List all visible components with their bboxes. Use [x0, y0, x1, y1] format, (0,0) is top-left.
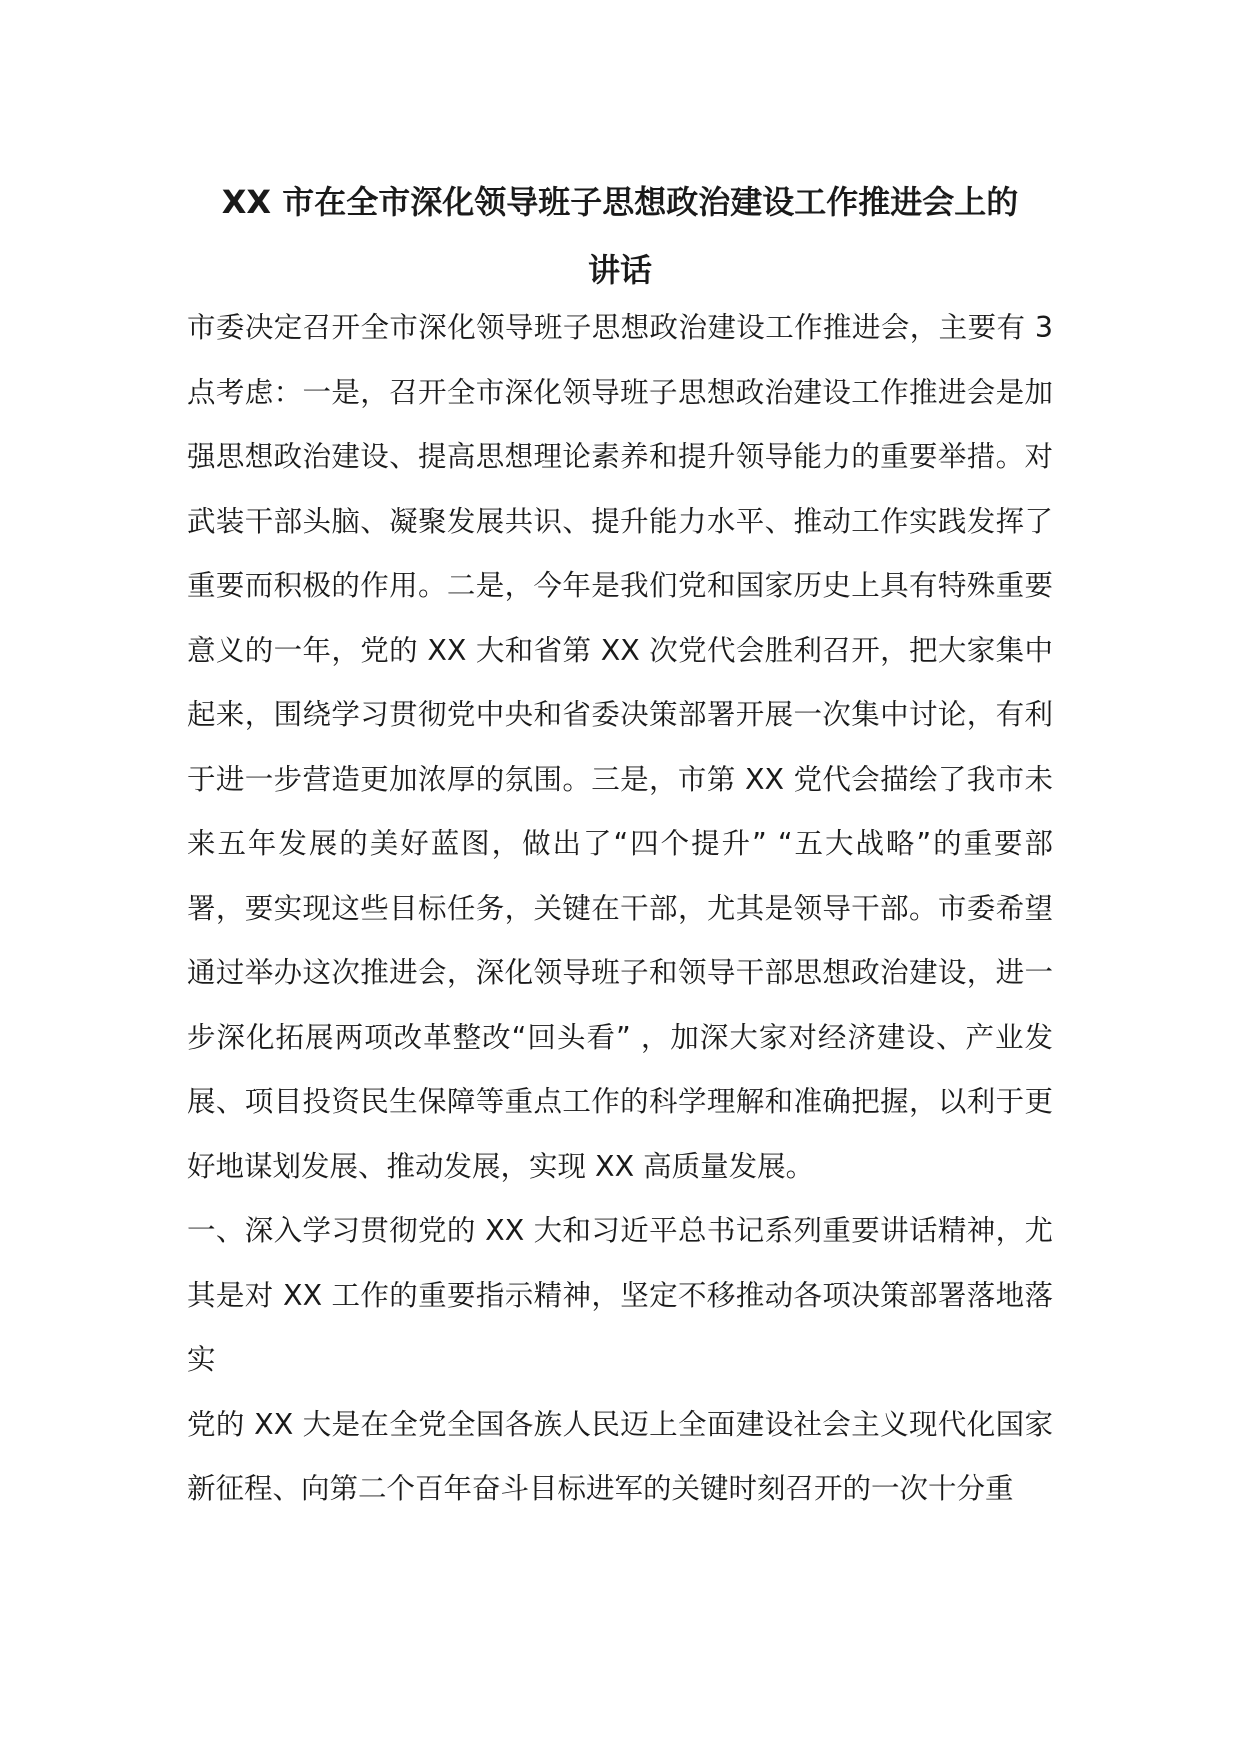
body-paragraph: 党的 XX 大是在全党全国各族人民迈上全面建设社会主义现代化国家新征程、向第二个百年奋斗目标进军的关键时刻召开的一次十分重 [187, 1407, 1053, 1505]
title-line: XX 市在全市深化领导班子思想政治建设工作推进会上的 [221, 183, 1019, 221]
document-body [187, 296, 1053, 1522]
section-heading: 一、深入学习贯彻党的 XX 大和习近平总书记系列重要讲话精神，尤其是对 XX 工作的重要指示精神，坚定不移推动各项决策部署落地落实 [187, 1214, 1053, 1376]
title-line: 讲话 [587, 251, 652, 289]
intro-paragraph: 市委决定召开全市深化领导班子思想政治建设工作推进会，主要有 3 点考虑：一是，召开全市深化领导班子思想政治建设工作推进会是加强思想政治建设、提高思想理论素养和提升领导能力的重要举措。对武装干部头脑、凝聚发展共识、提升能力水平、推动工作实践发挥了重要而积极的作用。二是，今年是我们党和国家历史上具有特殊重要意义的一年，党的 XX 大和省第 XX 次党代会胜利召开，把大家集中起来，围绕学习贯彻党中央和省委决策部署开展一次集中讨论，有利于进一步营造更加浓厚的氛围。三是，市第 XX 党代会描绘了我市未来五年发展的美好蓝图，做出了“四个提升” “五大战略”的重要部署，要实现这些目标任务，关键在干部，尤其是领导干部。市委希望通过举办这次推进会，深化领导班子和领导干部思想政治建设，进一步深化拓展两项改革整改“回头看” ，加深大家对经济建设、产业发展、项目投资民生保障等重点工作的科学理解和准确把握，以利于更好地谋划发展、推动发展，实现 XX 高质量发展。 [187, 311, 1053, 1183]
document-title [150, 168, 1090, 304]
